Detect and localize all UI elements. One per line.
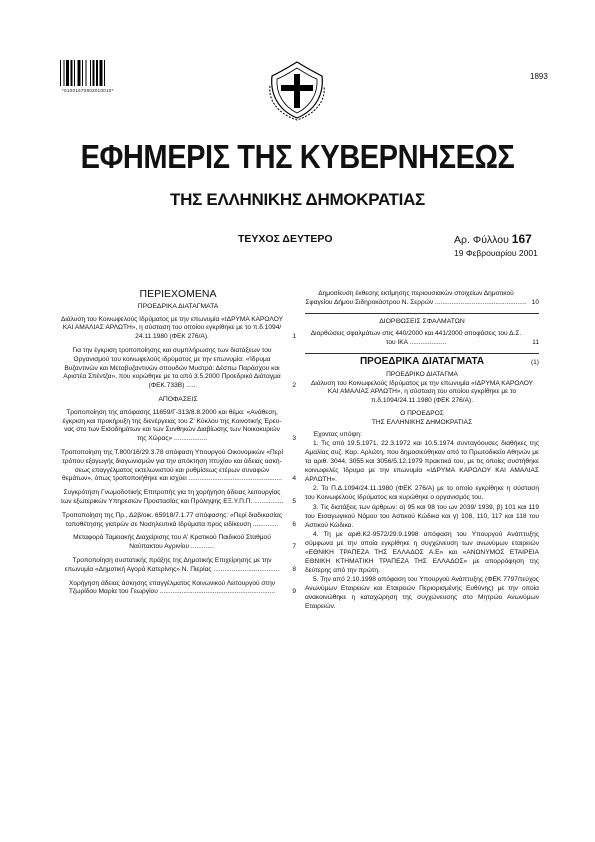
contents-entry: Χορήγηση άδειας άσκησης επαγγέλματος Κοινωνικού Λειτουργού στην Τζωρίδου Μαρία του Γεωργίου ............................................................... 9 (68, 579, 296, 596)
entry-page: 6 (292, 520, 296, 528)
entry-page: 9 (292, 588, 296, 596)
article-section-heading: ΠΡΟΕΔΡΙΚΑ ΔΙΑΤΑΓΜΑΤΑ (1) (359, 355, 539, 367)
divider (305, 313, 539, 314)
decree-body (305, 431, 539, 612)
entry-page: 4 (292, 475, 296, 483)
body-paragraph: Έχοντας υπόψη: (313, 430, 362, 438)
entry-page: 1 (292, 333, 296, 341)
greek-coat-of-arms-icon (264, 56, 330, 122)
contents-entry: Διάλυση του Κοινωφελούς Ιδρύματος με την επωνυμία «ΙΔΡΥΜΑ ΚΑΡΟΛΟΥ ΚΑΙ ΑΜΑΛΙΑΣ ΑΡΛΩΤΗ», η σύσταση του οποίου εγκρίθηκε με το π.δ.1094/ 24.11.1980 (ΦΕΚ 276/Α). 1 (60, 315, 296, 341)
contents-entry: Τροποποίηση συστατικής πράξης της Δημοτικής Επιχείρησης με την επωνυμία «Δημοτική Αγορά Κατερίνης» Ν. Πιερίας .................................... 8 (64, 556, 296, 573)
entry-page: 7 (292, 543, 296, 551)
body-paragraph: 1. Τις από 19.5.1971, 22.3.1972 και 10.5.1974 συνταγόουσες διαθήκες της Αμαλίας συζ. Καρ. Αρλώτη, που δημοσιεύθηκαν από το Πρωτοδικείο Αθηνών με τα αριθ. 3044, 3055 και 3056/5.12.1979 πρακτικά του, με τις οποίες συστήθηκε κοινωφελές Ίδρυμα με την επωνυμία «ΙΔΡΥΜΑ ΚΑΡΟΛΟΥ ΚΑΙ ΑΜΑΛΙΑΣ ΑΡΛΩΤΗ». (305, 440, 539, 483)
entry-page: 3 (292, 435, 296, 443)
decree-label: ΠΡΟΕΔΡΙΚΟ ΔΙΑΤΑΓΜΑ (386, 370, 458, 378)
contents-title: ΠΕΡΙΕΧΟΜΕΝΑ (139, 288, 217, 300)
sheet-info (454, 232, 532, 246)
sheet-label: Αρ. Φύλλου (454, 234, 509, 246)
contents-entry: Τροποποίηση της απόφασης 11659/Γ-313/8.8.2000 και θέμα: «Ανάθεση, έγκριση και προκήρυξη της διενέργειας του Ζ' Κύκλου της Κοινοτικής Έρευνας στο των Εισοδημάτων και των Συνθηκών Διαβίωσης των Νοικοκυριών της Χώρας» .................. 3 (62, 408, 296, 443)
article-column (305, 290, 539, 613)
contents-entry: Τροποποίηση της Τ.800/16/29.3.78 απόφαση Υπουργού Οικονομικών «Περί τρόπου εξαγωγής διαγωνισμών για την απόκτηση πτυχίου και άδειας ασκήσεως επαγγέλματος εκτελωνιστού και ρυθμίσεως ετέρων συναφών θεμάτων», όπως τροποποιήθηκε και ισχύει ................................................... 4 (61, 448, 296, 483)
body-paragraph: 3. Τις διατάξεις των άρθρων: α) 95 και 98 του ων 2039/ 1939, β) 101 και 119 του Εισαγωγικού Νόμου του Αστικού Κώδικα και γ) 108, 110, 117 και 118 του Αστικού Κώδικα. (305, 503, 539, 529)
body-paragraph: 4. Τη με αριθ.Κ2-9572/29.9.1998 απόφαση του Υπουργού Ανάπτυξης σύμφωνα με την οποία εγκρίθηκε η συγχώνευση των ανωνύμων εταιρειών «ΕΘΝΙΚΗ ΤΡΑΠΕΖΑ ΤΗΣ ΕΛΛΑΔΟΣ Α.Ε» και «ΑΝΩΝΥΜΟΣ ΕΤΑΙΡΕΙΑ ΕΘΝΙΚΗ ΚΤΗΜΑΤΙΚΗ ΤΡΑΠΕΖΑ ΤΗΣ ΕΛΛΑΔΟΣ» με απορρόφηση της δεύτερης από την πρώτη. (305, 531, 539, 574)
body-paragraph: 5. Την από 2.10.1998 απόφαση του Υπουργού Ανάπτυξης (ΦΕΚ 7797/τεύχος Ανωνύμων Εταιρειών και Εταιρειών Περιορισμένης Ευθύνης) με την οποία ανακοινώθηκε η καταχώρηση της συγχώνευσης στο Μητρώο Ανωνύμων Εταιρειών. (305, 576, 539, 610)
issue-label: ΤΕΥΧΟΣ ΔΕΥΤΕΡΟ (238, 233, 333, 245)
article-number: (1) (530, 358, 539, 366)
contents-entry: Συγκρότηση Γνωμοδοτικής Επιτροπής για τη χορήγηση άδειας λειτουργίας των εξωτερικών Υπηρεσιών Προστασίας και Πρόληψης ΕΞ.Υ.Π.Π. ................ 5 (60, 489, 296, 505)
entry-page: 2 (292, 382, 296, 390)
divider (305, 353, 539, 354)
contents-entry: Τροποποίηση της Πρ., Δ2β/οικ. 65918/7.1.77 απόφασης: «Περί διαδικασίας τοποθέτησης γιατρών σε Νοσηλευτικά Ιδρύματα προς ειδίκευση .............. 6 (62, 511, 296, 528)
sheet-number: 167 (511, 232, 532, 246)
page-number: 1893 (530, 72, 548, 81)
body-paragraph: 2. Το Π.Δ.1094/24.11.1980 (ΦΕΚ 276/Α) με το οποίο εγκρίθηκε η σύσταση του Κοινωφελούς Ιδρύματος και κυρώθηκε ο οργανισμός του. (305, 485, 539, 502)
barcode-number: *01001670802010010* (62, 88, 114, 93)
entry-page: 8 (292, 565, 296, 573)
gazette-subtitle: ΤΗΣ ΕΛΛΗΝΙΚΗΣ ΔΗΜΟΚΡΑΤΙΑΣ (170, 190, 425, 209)
contents-entry: Για την έγκριση τροποποίησης και συμπλήρωσης των διατάξεων του Οργανισμού του κοινωφελούς ιδρύματος με την επωνυμία: «Ίδρυμα Βυζαντινών και Μεταβυζαντινών σπουδών Μυστρά: Δέσπω Παράσχου και Αριστέα Σπέντζα», που κυρώθηκε με το από 3.5.2000 Προεδρικό Διάταγμα (ΦΕΚ.733Β) ..... 2 (63, 346, 296, 390)
contents-entry: Μεταφορά Ταμειακής Διαχείρισης του Α' Κρατικού Παιδικού Σταθμού Ναύπακτου Αγρινίου ............. 7 (73, 534, 296, 551)
president-line-1: Ο ΠΡΟΕΔΡΟΣ (400, 409, 444, 417)
barcode (60, 60, 120, 86)
contents-column (60, 290, 296, 602)
decree-summary: Διάλυση του Κοινωφελούς Ιδρύματος με την επωνυμία «ΙΔΡΥΜΑ ΚΑΡΟΛΟΥ ΚΑΙ ΑΜΑΛΙΑΣ ΑΡΛΩΤΗ», η σύσταση του οποίου εγκρίθηκε με το π.δ.1094/24.11.1980 (ΦΕΚ 276/Α). (310, 379, 534, 405)
section-heading: ΑΠΟΦΑΣΕΙΣ (158, 395, 198, 403)
issue-date: 19 Φεβρουαρίου 2001 (454, 248, 538, 258)
section-heading: ΠΡΟΕΔΡΙΚΑ ΔΙΑΤΑΓΜΑΤΑ (137, 302, 219, 310)
entry-page: 5 (292, 497, 296, 505)
entry-page: 11 (532, 339, 539, 347)
president-line-2: ΤΗΣ ΕΛΛΗΝΙΚΗΣ ΔΗΜΟΚΡΑΤΙΑΣ (371, 418, 473, 426)
contents-entry: Δημοσίευση έκθεσης εκτίμησης περιουσιακών στοιχείων Δημοτικού Σφαγείου Δήμου Σιδηροκάστρου Ν. Σερρών .................................................. 10 (305, 290, 539, 306)
errata-entry: Διορθώσεις σφαλμάτων στις 440/2000 και 441/2000 αποφάσεις του Δ.Σ. του ΙΚΑ .................... 11 (310, 330, 539, 347)
errata-heading: ΔΙΟΡΘΩΣΕΙΣ ΣΦΑΛΜΑΤΩΝ (379, 317, 465, 325)
gazette-title: ΕΦΗΜΕΡΙΣ ΤΗΣ ΚΥΒΕΡΝΗΣΕΩΣ (80, 138, 515, 175)
entry-page: 10 (531, 298, 539, 306)
